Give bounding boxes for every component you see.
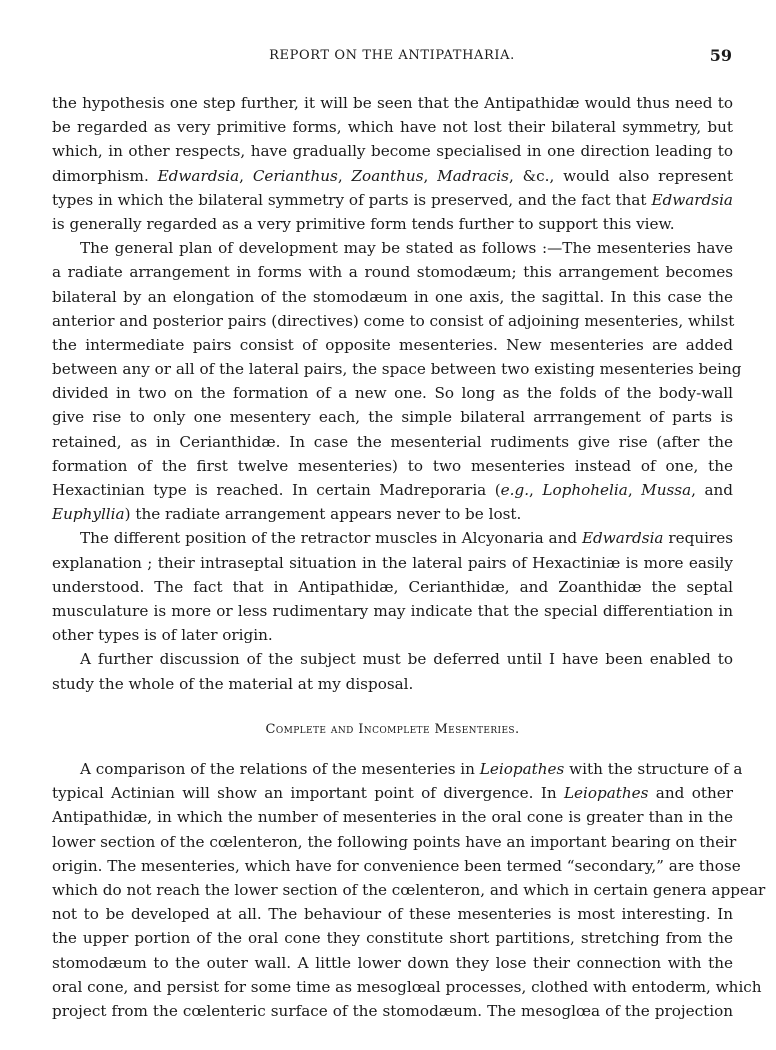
running-title: REPORT ON THE ANTIPATHARIA.: [269, 48, 515, 63]
text-line: the hypothesis one step further, it will be seen that the Antipathidæ would thus need to: [52, 94, 733, 112]
text-line: bilateral by an elongation of the stomodæum in one axis, the sagittal. In this case the: [52, 287, 733, 306]
text-line: dimorphism. Edwardsia, Cerianthus, Zoanthus, Madracis, &c., would also represent: [52, 166, 734, 185]
text-line: between any or all of the lateral pairs, the space between two existing mesenteries being: [52, 360, 742, 379]
scientific-name: Zoanthus: [351, 166, 424, 185]
text-line: a radiate arrangement in forms with a round stomodæum; this arrangement becomes: [52, 263, 733, 282]
text-line: Hexactinian type is reached. In certain Madreporaria (e.g., Lophohelia, Mussa, and: [52, 481, 734, 499]
text-line: be regarded as very primitive forms, which have not lost their bilateral symmetry, but: [52, 118, 733, 137]
text-line: not to be developed at all. The behaviour of these mesenteries is most interesting. In: [52, 905, 733, 924]
text-line: oral cone, and persist for some time as mesoglœal processes, clothed with entoderm, which: [52, 977, 762, 996]
scientific-name: Leiopathes: [479, 760, 565, 778]
scientific-name: e.g.: [500, 481, 530, 499]
text-line: divided in two on the formation of a new one. So long as the folds of the body-wall: [52, 384, 733, 403]
text-line: project from the cœlenteric surface of the stomodæum. The mesoglœa of the projection: [52, 1001, 733, 1020]
body-section-1: [52, 91, 742, 696]
text-line: The general plan of development may be stated as follows :—The mesenteries have: [80, 239, 733, 258]
text-line: The different position of the retractor muscles in Alcyonaria and Edwardsia requires: [80, 529, 733, 548]
body-section-2: [52, 757, 766, 1023]
text-line: origin. The mesenteries, which have for convenience been termed “secondary,” are those: [52, 856, 741, 875]
scientific-name: Edwardsia: [157, 166, 240, 185]
scientific-name: Madracis: [437, 166, 509, 185]
text-line: give rise to only one mesentery each, the simple bilateral arrrangement of parts is: [52, 408, 733, 427]
text-line: A further discussion of the subject must be deferred until I have been enabled to: [80, 650, 733, 669]
text-line: is generally regarded as a very primitive form tends further to support this view.: [52, 214, 675, 233]
text-line: understood. The fact that in Antipathidæ, Cerianthidæ, and Zoanthidæ the septal: [52, 577, 733, 596]
text-line: stomodæum to the outer wall. A little lower down they lose their connection with the: [52, 953, 733, 972]
text-line: types in which the bilateral symmetry of parts is preserved, and the fact that Edwardsia: [52, 190, 733, 209]
text-line: lower section of the cœlenteron, the following points have an important bearing on their: [52, 832, 737, 851]
text-line: Euphyllia) the radiate arrangement appears never to be lost.: [52, 505, 522, 524]
text-line: retained, as in Cerianthidæ. In case the mesenterial rudiments give rise (after the: [52, 432, 733, 451]
text-line: anterior and posterior pairs (directives) come to consist of adjoining mesenteries, whilst: [52, 311, 735, 330]
text-line: study the whole of the material at my disposal.: [52, 674, 414, 693]
text-line: formation of the first twelve mesenteries) to two mesenteries instead of one, the: [52, 456, 733, 475]
section-heading: Complete and Incomplete Mesenteries.: [265, 722, 520, 737]
text-line: explanation ; their intraseptal situation in the lateral pairs of Hexactiniæ is more easily: [52, 553, 733, 572]
text-line: which do not reach the lower section of the cœlenteron, and which in certain genera appear: [52, 880, 766, 899]
text-line: Antipathidæ, in which the number of mesenteries in the oral cone is greater than in the: [52, 808, 733, 827]
scientific-name: Cerianthus: [252, 166, 338, 185]
page-number: 59: [709, 46, 732, 65]
scientific-name: Mussa: [641, 481, 692, 499]
scientific-name: Euphyllia: [52, 505, 125, 524]
text-line: other types is of later origin.: [52, 626, 273, 645]
text-line: typical Actinian will show an important point of divergence. In Leiopathes and other: [52, 784, 733, 803]
page-header: [52, 46, 732, 70]
text-line: which, in other respects, have gradually become specialised in one direction leading to: [52, 142, 733, 161]
text-line: A comparison of the relations of the mesenteries in Leiopathes with the structure of a: [80, 760, 743, 778]
text-line: the intermediate pairs consist of opposite mesenteries. New mesenteries are added: [52, 335, 733, 354]
scientific-name: Edwardsia: [651, 190, 733, 209]
scientific-name: Edwardsia: [581, 529, 664, 548]
scientific-name: Leiopathes: [563, 784, 649, 803]
text-line: musculature is more or less rudimentary may indicate that the special differentiation in: [52, 601, 733, 620]
text-line: the upper portion of the oral cone they constitute short partitions, stretching from the: [52, 929, 733, 948]
scientific-name: Lophohelia: [542, 481, 628, 499]
